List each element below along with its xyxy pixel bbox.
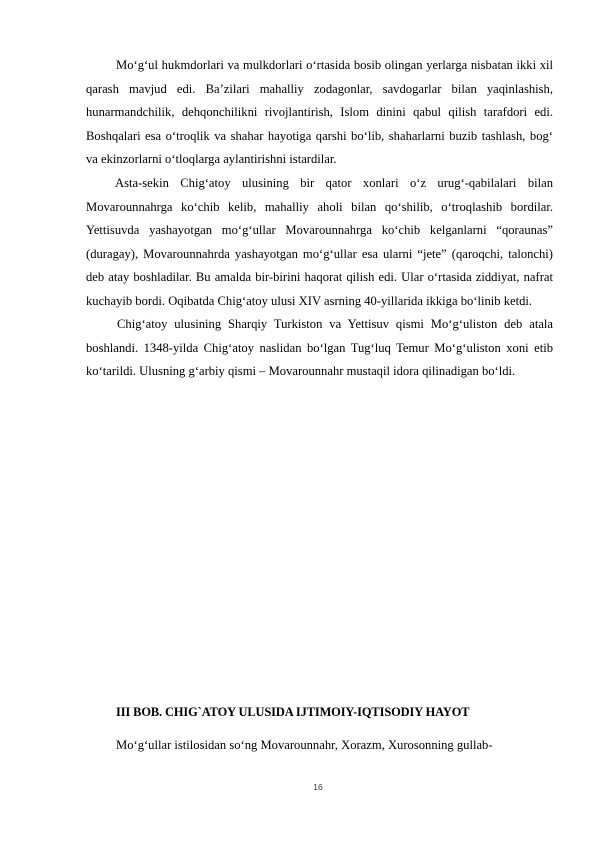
chapter-heading: III BOB. CHIG`ATOY ULUSIDA IJTIMOIY-IQTISODIY HAYOT [116, 705, 470, 719]
page-number: 16 [313, 782, 323, 792]
body-paragraph-3: Chig‘atoy ulusining Sharqiy Turkiston va Yettisuv qismi Mo‘g‘uliston deb atala boshlandi. 1348-yilda Chig‘atoy naslidan bo‘lgan Tug‘luq Temur Mo‘g‘uliston xoni etib ko‘tarildi. Ulusning g‘arbiy qismi – Movarounnahr mustaqil idora qilinadigan bo‘ldi. [86, 317, 553, 378]
body-paragraph-2: Asta-sekin Chig‘atoy ulusining bir qator xonlari o‘z urug‘-qabilalari bilan Movarounnahrga ko‘chib kelib, mahalliy aholi bilan qo‘shilib, o‘troqlashib bordilar. Yettisuvda yashayotgan mo‘g‘ullar Movarounnahrga ko‘chib kelganlarni “qoraunas” (duragay), Movarounnahrda yashayotgan mo‘g‘ullar esa ularni “jete” (qaroqchi, talonchi) deb atay boshladilar. Bu amalda bir-birini haqorat qilish edi. Ular o‘rtasida ziddiyat, nafrat kuchayib bordi. Oqibatda Chig‘atoy ulusi XIV asrning 40-yillarida ikkiga bo‘linib ketdi. [86, 176, 553, 308]
chapter-first-line: Mo‘g‘ullar istilosidan so‘ng Movarounnahr, Xorazm, Xurosonning gullab- [116, 738, 493, 752]
body-paragraph-1: Mo‘g‘ul hukmdorlari va mulkdorlari o‘rtasida bosib olingan yerlarga nisbatan ikki xil qarash mavjud edi. Ba’zilari mahalliy zodagonlar, savdogarlar bilan yaqinlashish, hunarmandchilik, dehqonchilikni rivojlantirish, Islom dinini qabul qilish tarafdori edi. Boshqalari esa o‘troqlik va shahar hayotiga qarshi bo‘lib, shaharlarni buzib tashlash, bog‘ va ekinzorlarni o‘tloqlarga aylantirishni istardilar. [86, 58, 553, 166]
